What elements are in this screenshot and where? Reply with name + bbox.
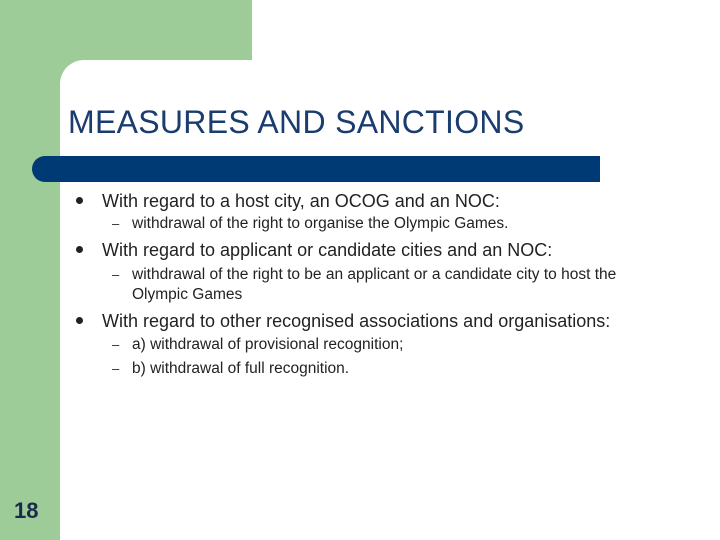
slide-title: MEASURES AND SANCTIONS — [68, 104, 525, 140]
top-green-band — [60, 0, 252, 60]
dash-marker: – — [112, 267, 120, 282]
bullet-dot — [76, 246, 83, 253]
bullet-associations: With regard to other recognised associations and organisations: — [102, 311, 611, 331]
left-green-band — [0, 0, 60, 540]
sub-bullet: withdrawal of the right to be an applicant or a candidate city to host the Olympic Games — [132, 266, 617, 303]
dash-marker: – — [112, 361, 120, 376]
dash-marker: – — [112, 337, 120, 352]
sub-bullet: b) withdrawal of full recognition. — [132, 360, 350, 377]
dash-marker: – — [112, 216, 120, 231]
bullet-dot — [76, 197, 83, 204]
rounded-corner — [60, 60, 84, 84]
page-number: 18 — [14, 498, 39, 523]
sub-bullet: a) withdrawal of provisional recognition; — [132, 336, 404, 353]
bullet-applicant-cities: With regard to applicant or candidate cities and an NOC: — [102, 240, 553, 260]
sub-bullet: withdrawal of the right to organise the Olympic Games. — [132, 215, 509, 232]
bullet-dot — [76, 317, 83, 324]
bullet-host-city: With regard to a host city, an OCOG and an NOC: — [102, 191, 500, 211]
title-underline-bar — [32, 156, 600, 182]
